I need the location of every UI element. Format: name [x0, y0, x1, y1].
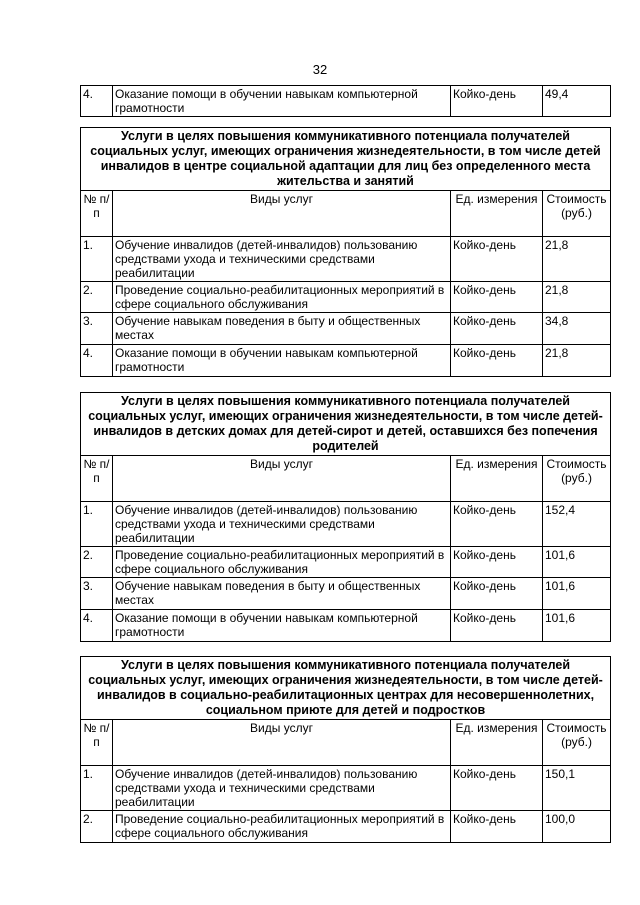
- row-number: 1.: [81, 502, 113, 547]
- table-row: [81, 345, 611, 377]
- col-header-unit: Ед. измерения: [451, 456, 543, 502]
- section-title: Услуги в целях повышения коммуникативного потенциала получателей социальных услуг, имеющих ограничения жизнедеятельности, в том числе детей-инвалидов в детских домах для детей-сирот и детей, оставшихся без попечения родителей: [81, 393, 611, 456]
- cost: 101,6: [543, 578, 611, 610]
- table-row: [81, 237, 611, 282]
- table-row: [81, 86, 611, 117]
- unit: Койко-день: [451, 766, 543, 811]
- services-table-1: [80, 127, 611, 377]
- row-number: 3.: [81, 313, 113, 345]
- table-row: [81, 547, 611, 578]
- unit: Койко-день: [451, 547, 543, 578]
- col-header-unit: Ед. измерения: [451, 191, 543, 237]
- unit: Койко-день: [451, 282, 543, 313]
- unit: Койко-день: [451, 86, 543, 117]
- col-header-cost: Стоимость (руб.): [543, 456, 611, 502]
- service-name: Проведение социально-реабилитационных мероприятий в сфере социального обслуживания: [113, 282, 451, 313]
- row-number: 4.: [81, 86, 113, 117]
- col-header-service: Виды услуг: [113, 456, 451, 502]
- cost: 101,6: [543, 610, 611, 642]
- service-name: Обучение инвалидов (детей-инвалидов) пользованию средствами ухода и техническими средствами реабилитации: [113, 766, 451, 811]
- service-name: Оказание помощи в обучении навыкам компьютерной грамотности: [113, 610, 451, 642]
- row-number: 4.: [81, 610, 113, 642]
- cost: 152,4: [543, 502, 611, 547]
- column-header-row: [81, 191, 611, 237]
- unit: Койко-день: [451, 345, 543, 377]
- cost: 101,6: [543, 547, 611, 578]
- service-name: Оказание помощи в обучении навыкам компьютерной грамотности: [113, 345, 451, 377]
- table-row: [81, 313, 611, 345]
- service-name: Обучение инвалидов (детей-инвалидов) пользованию средствами ухода и техническими средствами реабилитации: [113, 237, 451, 282]
- service-name: Проведение социально-реабилитационных мероприятий в сфере социального обслуживания: [113, 547, 451, 578]
- unit: Койко-день: [451, 502, 543, 547]
- section-title: Услуги в целях повышения коммуникативного потенциала получателей социальных услуг, имеющих ограничения жизнедеятельности, в том числе детей-инвалидов в социально-реабилитационных центрах для несовершеннолетних, социальном приюте для детей и подростков: [81, 657, 611, 720]
- table-row: [81, 811, 611, 843]
- column-header-row: [81, 720, 611, 766]
- unit: Койко-день: [451, 237, 543, 282]
- service-name: Оказание помощи в обучении навыкам компьютерной грамотности: [113, 86, 451, 117]
- service-name: Обучение инвалидов (детей-инвалидов) пользованию средствами ухода и техническими средствами реабилитации: [113, 502, 451, 547]
- table-row: [81, 282, 611, 313]
- services-table-3: [80, 656, 611, 843]
- cost: 150,1: [543, 766, 611, 811]
- table-row: [81, 502, 611, 547]
- cost: 21,8: [543, 237, 611, 282]
- column-header-row: [81, 456, 611, 502]
- table-top-continuation: [80, 85, 611, 117]
- row-number: 3.: [81, 578, 113, 610]
- unit: Койко-день: [451, 811, 543, 843]
- service-name: Обучение навыкам поведения в быту и общественных местах: [113, 313, 451, 345]
- table-row: [81, 578, 611, 610]
- service-name: Обучение навыкам поведения в быту и общественных местах: [113, 578, 451, 610]
- row-number: 1.: [81, 237, 113, 282]
- cost: 49,4: [543, 86, 611, 117]
- table-row: [81, 610, 611, 642]
- cost: 21,8: [543, 345, 611, 377]
- unit: Койко-день: [451, 578, 543, 610]
- col-header-cost: Стоимость (руб.): [543, 720, 611, 766]
- row-number: 2.: [81, 811, 113, 843]
- table-row: [81, 766, 611, 811]
- row-number: 2.: [81, 282, 113, 313]
- col-header-cost: Стоимость (руб.): [543, 191, 611, 237]
- services-table-2: [80, 392, 611, 642]
- col-header-num: № п/п: [81, 191, 113, 237]
- col-header-num: № п/п: [81, 720, 113, 766]
- row-number: 2.: [81, 547, 113, 578]
- section-title: Услуги в целях повышения коммуникативного потенциала получателей социальных услуг, имеющих ограничения жизнедеятельности, в том числе детей инвалидов в центре социальной адаптации для лиц без определенного места жительства и занятий: [81, 128, 611, 191]
- page-number: 32: [312, 62, 328, 77]
- cost: 34,8: [543, 313, 611, 345]
- row-number: 4.: [81, 345, 113, 377]
- col-header-service: Виды услуг: [113, 191, 451, 237]
- service-name: Проведение социально-реабилитационных мероприятий в сфере социального обслуживания: [113, 811, 451, 843]
- unit: Койко-день: [451, 313, 543, 345]
- unit: Койко-день: [451, 610, 543, 642]
- col-header-unit: Ед. измерения: [451, 720, 543, 766]
- col-header-num: № п/п: [81, 456, 113, 502]
- row-number: 1.: [81, 766, 113, 811]
- cost: 100,0: [543, 811, 611, 843]
- cost: 21,8: [543, 282, 611, 313]
- col-header-service: Виды услуг: [113, 720, 451, 766]
